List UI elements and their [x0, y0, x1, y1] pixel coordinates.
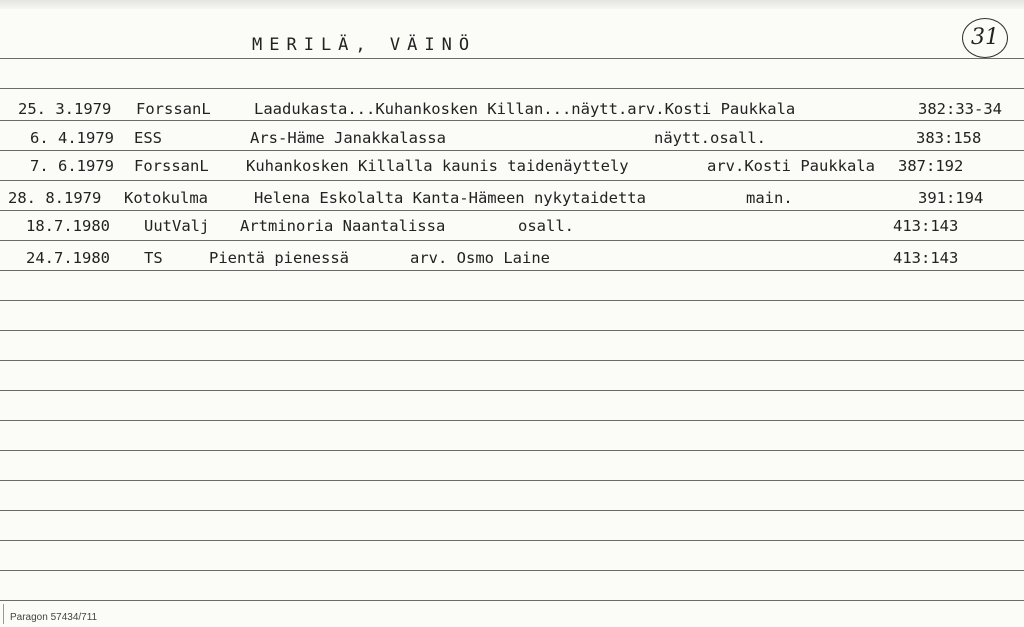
entry-note: arv. Osmo Laine — [410, 249, 550, 267]
entry-date: 25. 3.1979 — [18, 100, 112, 118]
entry-ref: 413:143 — [893, 249, 959, 267]
ruled-line — [0, 390, 1024, 391]
entry-ref: 382:33-34 — [918, 100, 1002, 118]
entry-note: osall. — [518, 217, 574, 235]
ruled-line — [0, 450, 1024, 451]
entry-date: 28. 8.1979 — [8, 189, 102, 207]
ruled-line — [0, 300, 1024, 301]
entry-note: näytt.osall. — [654, 129, 766, 147]
ruled-line — [0, 600, 1024, 601]
entry-date: 18.7.1980 — [26, 217, 110, 235]
card-number-circled: 31 — [962, 18, 1008, 58]
footer-margin-tick — [3, 604, 4, 624]
entry-note: arv.Kosti Paukkala — [707, 157, 875, 175]
entry-title: Pientä pienessä — [209, 249, 349, 267]
entry-ref: 383:158 — [916, 129, 982, 147]
card-heading-name: MERILÄ, VÄINÖ — [252, 35, 477, 55]
ruled-line — [0, 120, 1024, 121]
entry-ref: 391:194 — [918, 189, 984, 207]
ruled-line — [0, 240, 1024, 241]
entry-title: Laadukasta...Kuhankosken Killan...näytt.arv.Kosti Paukkala — [254, 100, 796, 118]
entry-source: ForssanL — [136, 100, 211, 118]
ruled-line — [0, 570, 1024, 571]
entry-title: Ars-Häme Janakkalassa — [250, 129, 446, 147]
ruled-line — [0, 330, 1024, 331]
entry-date: 6. 4.1979 — [30, 129, 114, 147]
entry-title: Artminoria Naantalissa — [240, 217, 446, 235]
entry-note: main. — [746, 189, 793, 207]
ruled-line — [0, 480, 1024, 481]
ruled-line — [0, 420, 1024, 421]
entry-date: 7. 6.1979 — [30, 157, 114, 175]
ruled-line — [0, 540, 1024, 541]
ruled-line — [0, 270, 1024, 271]
ruled-line — [0, 210, 1024, 211]
entry-source: TS — [144, 249, 163, 267]
entry-date: 24.7.1980 — [26, 249, 110, 267]
entry-source: ESS — [134, 129, 162, 147]
ruled-line — [0, 150, 1024, 151]
printer-imprint: Paragon 57434/711 — [10, 612, 98, 623]
ruled-line — [0, 88, 1024, 89]
ruled-line — [0, 180, 1024, 181]
entry-source: ForssanL — [134, 157, 209, 175]
entry-ref: 387:192 — [898, 157, 964, 175]
ruled-line — [0, 360, 1024, 361]
card-top-edge — [0, 0, 1024, 9]
ruled-line — [0, 58, 1024, 59]
entry-title: Kuhankosken Killalla kaunis taidenäyttely — [246, 157, 629, 175]
entry-title: Helena Eskolalta Kanta-Hämeen nykytaidetta — [254, 189, 646, 207]
entry-source: UutValj — [144, 217, 210, 235]
ruled-line — [0, 510, 1024, 511]
entry-source: Kotokulma — [124, 189, 208, 207]
entry-ref: 413:143 — [893, 217, 959, 235]
